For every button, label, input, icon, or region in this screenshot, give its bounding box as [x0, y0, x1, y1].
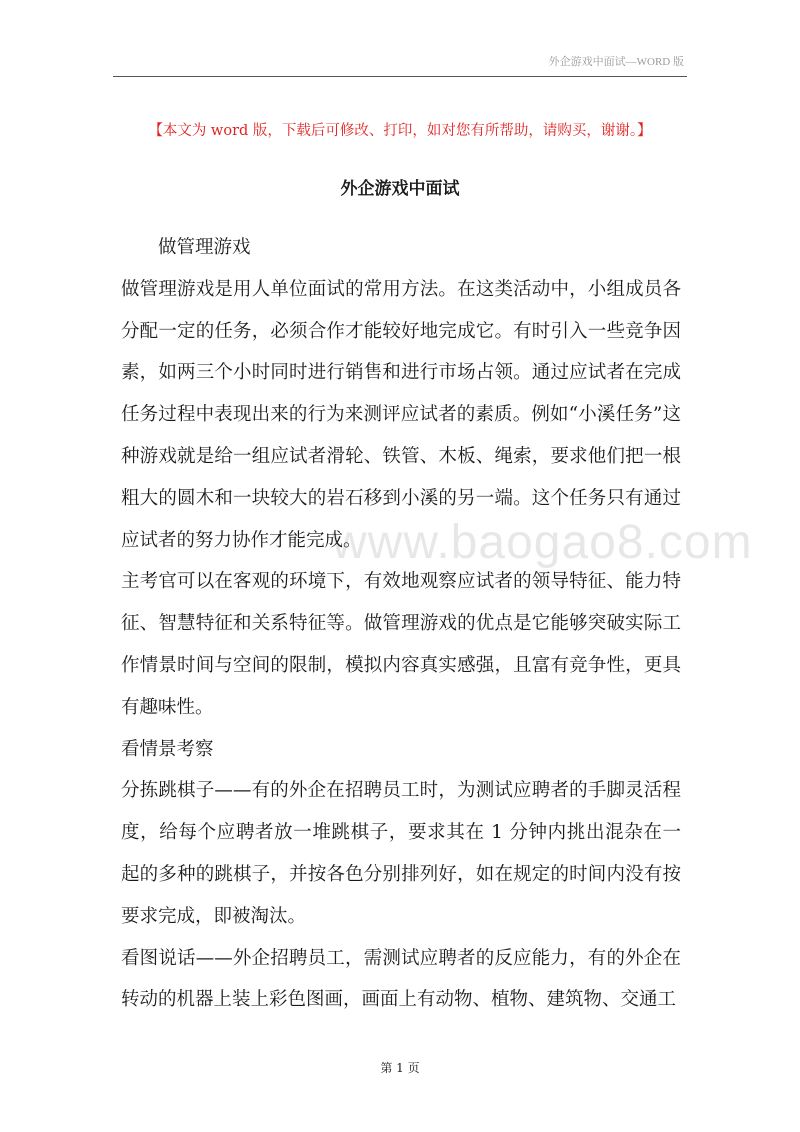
document-title: 外企游戏中面试	[340, 179, 460, 199]
document-body	[121, 227, 681, 1021]
section-heading-management-games: 做管理游戏	[158, 237, 251, 258]
watermark: www.baogao8.com	[332, 516, 753, 569]
page-number: 第 1 页	[380, 1061, 420, 1075]
header-divider	[113, 76, 687, 77]
paragraph-management-games: 做管理游戏是用人单位面试的常用方法。在这类活动中，小组成员各分配一定的任务，必须合作才能较好地完成它。有时引入一些竞争因素，如两三个小时同时进行销售和进行市场占领。通过应试者在完成任务过程中表现出来的行为来测评应试者的素质。例如“小溪任务”这种游戏就是给一组应试者滑轮、铁管、木板、绳索，要求他们把一根粗大的圆木和一块较大的岩石移到小溪的另一端。这个任务只有通过应试者的努力协作才能完成。	[121, 278, 681, 551]
paragraph-examiner-observation: 主考官可以在客观的环境下，有效地观察应试者的领导特征、能力特征、智慧特征和关系特征等。做管理游戏的优点是它能够突破实际工作情景时间与空间的限制，模拟内容真实感强，且富有竞争性，更具有趣味性。	[121, 571, 681, 718]
paragraph-sorting-checkers: 分拣跳棋子——有的外企在招聘员工时，为测试应聘者的手脚灵活程度，给每个应聘者放一堆跳棋子，要求其在 1 分钟内挑出混杂在一起的多种的跳棋子，并按各色分别排列好，如在规定的时间内没有按要求完成，即被淘汰。	[121, 780, 681, 927]
word-version-notice: 【本文为 word 版，下载后可修改、打印，如对您有所帮助，请购买，谢谢。】	[148, 123, 652, 139]
paragraph-picture-talk: 看图说话——外企招聘员工，需测试应聘者的反应能力，有的外企在转动的机器上装上彩色图画，画面上有动物、植物、建筑物、交通工	[121, 947, 681, 1011]
running-header: 外企游戏中面试—WORD 版	[548, 56, 684, 68]
section-heading-scenario-test: 看情景考察	[121, 738, 214, 760]
